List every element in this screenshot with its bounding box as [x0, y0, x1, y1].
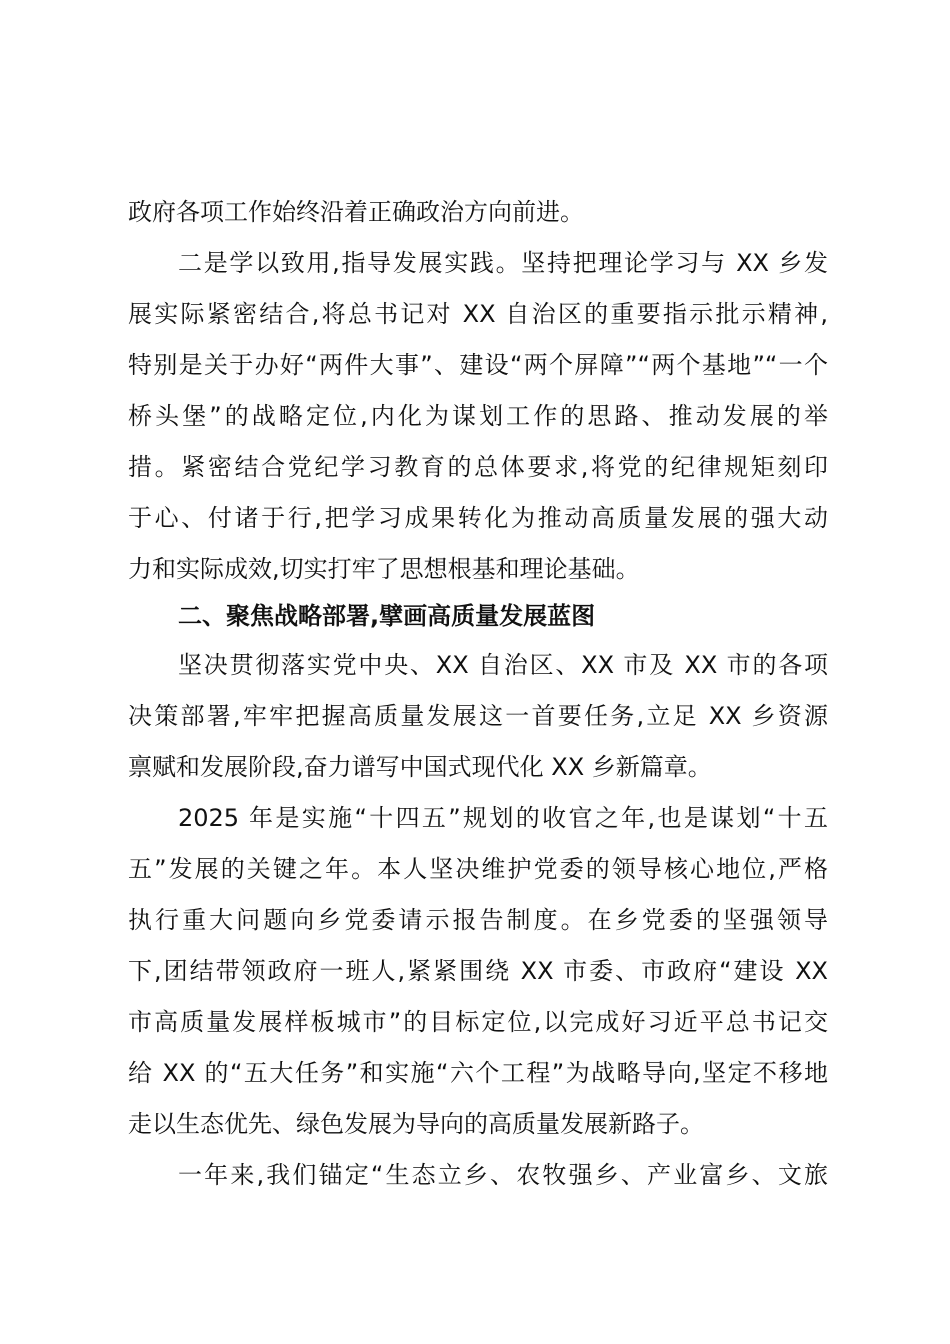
- paragraph-line: 特别是关于办好“两件大事”、建设“两个屏障”“两个基地”“一个: [128, 351, 828, 379]
- paragraph-line: 禀赋和发展阶段,奋力谱写中国式现代化 XX 乡新篇章。: [128, 753, 712, 781]
- paragraph-line: 桥头堡”的战略定位,内化为谋划工作的思路、推动发展的举: [128, 402, 828, 430]
- paragraph-line: 五”发展的关键之年。本人坚决维护党委的领导核心地位,严格: [128, 855, 828, 883]
- paragraph-line: 市高质量发展样板城市”的目标定位,以完成好习近平总书记交: [128, 1008, 828, 1036]
- paragraph-line: 下,团结带领政府一班人,紧紧围绕 XX 市委、市政府“建设 XX: [128, 957, 828, 985]
- paragraph-line: 展实际紧密结合,将总书记对 XX 自治区的重要指示批示精神,: [128, 300, 828, 328]
- section-heading: 二、聚焦战略部署,擘画高质量发展蓝图: [178, 602, 596, 630]
- paragraph-line: 决策部署,牢牢把握高质量发展这一首要任务,立足 XX 乡资源: [128, 702, 828, 730]
- paragraph-line: 2025 年是实施“十四五”规划的收官之年,也是谋划“十五: [178, 804, 828, 832]
- paragraph-line: 二是学以致用,指导发展实践。坚持把理论学习与 XX 乡发: [178, 249, 828, 277]
- paragraph-line: 走以生态优先、绿色发展为导向的高质量发展新路子。: [128, 1110, 704, 1138]
- paragraph-line: 一年来,我们锚定“生态立乡、农牧强乡、产业富乡、文旅: [178, 1161, 828, 1189]
- paragraph-line: 执行重大问题向乡党委请示报告制度。在乡党委的坚强领导: [128, 906, 828, 934]
- paragraph-line: 措。紧密结合党纪学习教育的总体要求,将党的纪律规矩刻印: [128, 453, 828, 481]
- paragraph-line: 力和实际成效,切实打牢了思想根基和理论基础。: [128, 555, 640, 583]
- paragraph-line: 坚决贯彻落实党中央、XX 自治区、XX 市及 XX 市的各项: [178, 651, 828, 679]
- paragraph-line: 给 XX 的“五大任务”和实施“六个工程”为战略导向,坚定不移地: [128, 1059, 828, 1087]
- paragraph-line: 于心、付诸于行,把学习成果转化为推动高质量发展的强大动: [128, 504, 828, 532]
- paragraph-line: 政府各项工作始终沿着正确政治方向前进。: [128, 198, 584, 226]
